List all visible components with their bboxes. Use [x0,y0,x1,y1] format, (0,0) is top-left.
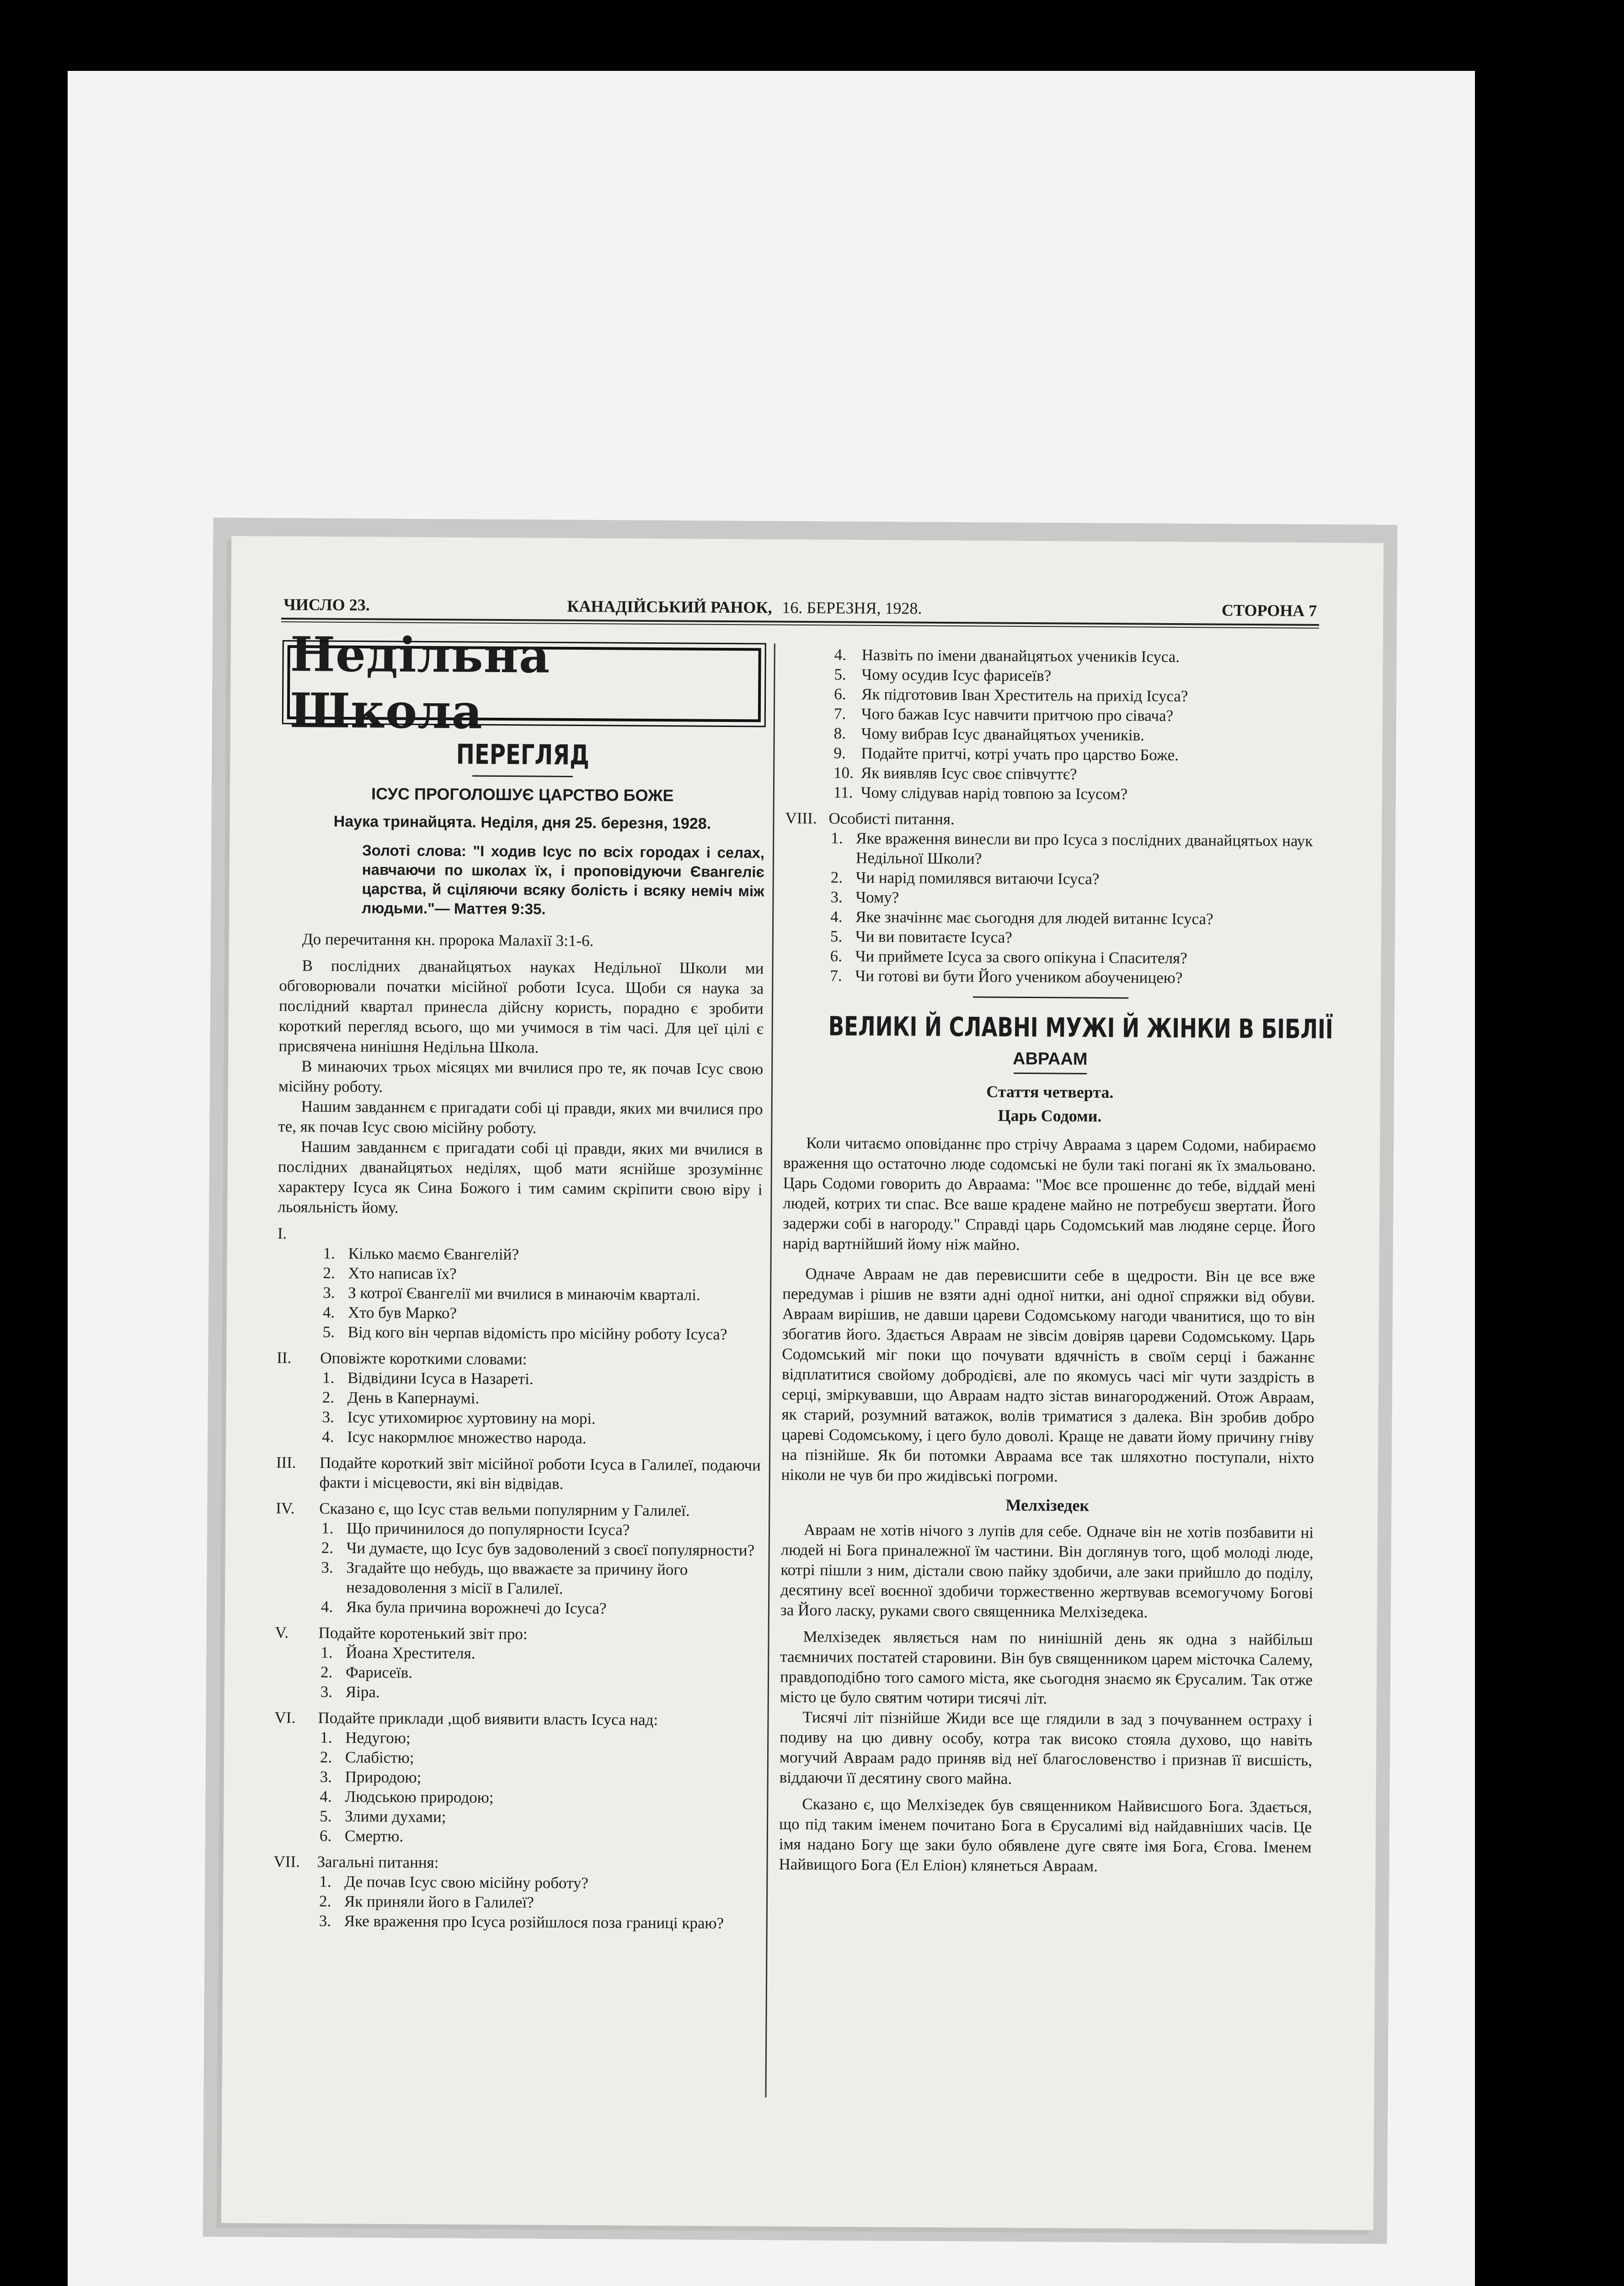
question-number: 10. [833,764,854,782]
question-text: Чому вибрав Ісус дванайцятьох учеників. [861,724,1145,744]
question-item [785,763,1318,785]
question-item [275,1662,759,1684]
question-number: 3. [322,1408,334,1426]
issue-date: 16. БЕРЕЗНЯ, 1928. [782,598,922,618]
paragraph: Тисячі літ пізнійше Жиди все ще глядили в зад з почуваннем остраху і подиву на цю дивну особу, котра так високо стояла духово, що навіть могучий Авраам радо приняв від неї благословенство і признав її висшість, віддаючи її десятину свого майна. [779,1708,1313,1788]
question-text: Згадайте що небудь, що вважаєте за причину його незадоволення з місії в Галилеї. [346,1558,688,1597]
question-text: Чого бажав Ісус навчити притчою про сівача? [861,705,1174,725]
section-heading [785,808,1318,831]
question-item [785,867,1318,890]
article-part: Стаття четверта. [986,1082,1114,1102]
question-item [274,1786,759,1809]
question-number: 2. [321,1538,334,1557]
question-text: Ісус утихомирює хуртовину на морі. [347,1408,596,1428]
question-number: 6. [834,685,846,703]
question-text: Чому слідував нарід товпою за Ісусом? [860,783,1128,803]
question-section [273,1852,759,1933]
question-text: Фарисеїв. [345,1663,413,1682]
paragraph: В минаючих трьох місяцях ми вчилися про те, як почав Ісус свою місійну роботу. [278,1057,764,1096]
section-heading [273,1852,758,1874]
section-heading [276,1453,761,1495]
question-text: Природою; [345,1768,422,1786]
question-number: 1. [322,1368,335,1387]
question-number: 1. [831,829,843,847]
question-item [276,1518,760,1540]
question-text: Яке значіннє має сьогодня для людей витаннє Ісуса? [855,908,1213,928]
question-number: 4. [321,1597,333,1616]
heading-rule [472,775,573,777]
question-text: Подайте притчі, котрі учать про царство Боже. [861,744,1179,764]
question-item [277,1263,762,1285]
continued-questions [785,645,1319,805]
section-title: Подайте приклади ,щоб виявити власть Ісуса над: [318,1709,658,1729]
question-text: Ісус накормлює множество народа. [347,1427,587,1447]
section-numeral: IV. [276,1499,295,1517]
question-item [785,926,1317,949]
question-number: 1. [321,1643,333,1661]
question-item [784,966,1317,988]
question-text: Чи приймете Ісуса за свого опікуна і Спасителя? [855,947,1187,967]
question-item [785,887,1317,910]
question-text: Недугою; [345,1728,411,1747]
lesson-line: Наука тринайцята. Неділя, дня 25. березня, 1928. [333,812,711,833]
question-text: Смертю. [344,1827,404,1845]
question-number: 3. [321,1558,333,1576]
question-text: Злими духами; [345,1807,446,1826]
question-number: 2. [323,1264,335,1282]
question-number: 1. [319,1872,331,1891]
question-number: 3. [320,1768,332,1786]
newspaper-name: КАНАДІЙСЬКИЙ РАНОК, [567,597,772,617]
page-number: СТОРОНА 7 [1221,601,1317,620]
question-number: 4. [320,1787,332,1805]
question-item [785,743,1318,766]
section-personal-questions [784,808,1318,988]
question-item [277,1367,761,1390]
section-numeral: VI. [274,1708,296,1727]
section-heading [277,1348,761,1370]
question-number: 2. [830,868,843,887]
question-text: Як підготовив Іван Хреститель на прихід Ісуса? [861,685,1188,705]
section-title-box: Недільна Школа [287,645,761,722]
question-text: Що причинилося до популярности Ісуса? [346,1519,630,1539]
section-numeral: VII. [273,1852,300,1871]
section-heading [276,1498,760,1521]
question-text: Йоана Хрестителя. [346,1643,475,1662]
question-item [786,645,1319,668]
question-number: 5. [830,927,843,945]
question-text: Чи ви повитаєте Ісуса? [855,927,1012,946]
question-text: Відвідини Ісуса в Назареті. [347,1368,534,1388]
paragraph: Нашим завданнєм є пригадати собі ці правди, яких ми вчилися про те, як почав Ісус свою місійну роботу. [278,1097,763,1137]
question-text: Яка була причина ворожнечі до Ісуса? [346,1597,607,1618]
section-title: Подайте короткий звіт місійної роботи Ісуса в Галилеї, подаючи факти і місцевости, які він відвідав. [319,1453,761,1493]
question-number: 2. [322,1388,335,1406]
question-text: Кілько маємо Євангелій? [348,1244,519,1264]
question-text: Яке враження про Ісуса розійшлося поза границі краю? [344,1912,724,1933]
question-item [277,1387,761,1410]
column-divider [765,644,775,2098]
question-text: З котрої Євангелії ми вчилися в минаючім кварталі. [348,1283,700,1304]
question-text: Людською природою; [345,1787,494,1806]
paragraph: Нашим завданнєм є пригадати собі ці правди, яких ми вчилися в послідних дванайцятьох неділях, щоб мати яснійше зрозуміннє характеру Ісуса як Сина Божого і тим самим скріпити свою віру і льояльність йому. [278,1138,763,1217]
paragraph: В послідних дванайцятьох науках Недільної Школи ми обговорювали початки місійної роботи Ісуса. Щоби ся наука за послідний квартал принесла дійсну користь, порадно є зробити короткий перегляд всього, що ми учимося в тім часі. Для цеї цілі є присвячена нинішня Недільна Школа. [278,956,764,1057]
article-divider [973,996,1128,999]
paragraph: Авраам не хотів нічого з лупів для себе. Одначе він не хотів позбавити ні людей ні Бога приналежної їм частини. Він доглянув того, щоб молоді люде, котрі пішли з ним, дістали свою пайку здобичи, але заки прийшло до поділу, десятину всеї воєнної здобичи торжественно жертвував всемогучому Богові за Його ласку, руками свого священника Мелхізедека. [780,1521,1314,1621]
question-item [275,1642,759,1665]
question-number: 4. [322,1303,335,1321]
question-item [273,1871,758,1894]
question-section [275,1623,760,1704]
subtitle-king-of-sodom: Царь Содоми. [998,1106,1102,1126]
question-text: Яіра. [345,1682,380,1701]
section-numeral: V. [275,1623,289,1642]
question-item [277,1322,762,1344]
section-numeral: II. [277,1349,292,1367]
question-item [785,946,1317,969]
question-item [278,1243,762,1266]
question-item [785,828,1318,871]
question-number: 8. [833,724,846,742]
running-header [283,595,1317,621]
section-title: Особисті питання. [828,809,955,828]
question-item [277,1302,762,1325]
question-item [785,907,1317,929]
question-section [277,1223,763,1344]
question-text: Чому осудив Ісус фарисеїв? [861,665,1052,685]
section-heading [275,1623,759,1645]
section-title: Сказано є, що Ісус став вельми популярним у Галилеї. [319,1499,690,1520]
question-item [786,684,1319,707]
question-number: 7. [833,705,846,723]
question-text: Яке враження винесли ви про Ісуса з послідних дванайцятьох наук Недільної Школи? [855,829,1313,868]
question-number: 3. [830,888,843,906]
question-number: 11. [833,783,853,801]
question-item [274,1806,759,1828]
question-item [786,704,1319,726]
question-number: 3. [319,1912,331,1930]
question-text: Як виявляв Ісус своє співчуттє? [861,764,1077,783]
question-item [274,1727,759,1750]
page-front [221,536,1384,2230]
question-number: 3. [320,1682,333,1701]
paragraph: Сказано є, що Мелхізедек був священником Найвисшого Бога. Здається, що під таким іменем почитано Бога в Єрусалимі від найдавніших часів. Це імя надано Богу ще заки було обявлене дуге святе імя Бога, Єгова. Іменем Найвищого Бога (Ел Еліон) клянеться Авраам. [779,1795,1312,1875]
question-text: Як приняли його в Галилеї? [344,1892,534,1912]
question-item [276,1538,760,1560]
article-name: АВРААМ [1012,1049,1088,1069]
lesson-subheading: ІСУС ПРОГОЛОШУЄ ЦАРСТВО БОЖЕ [371,784,674,805]
left-column [273,626,766,1933]
section-numeral: III. [276,1453,296,1472]
question-number: 1. [320,1728,332,1747]
heading-review: ПЕРЕГЛЯД [456,738,590,772]
question-text: Назвіть по імени дванайцятьох учеників Ісуса. [861,646,1180,666]
question-item [275,1682,759,1704]
subtitle-melchizedek: Мелхізедек [1005,1496,1090,1515]
question-item [274,1826,759,1848]
question-number: 2. [320,1663,333,1681]
golden-words: Золоті слова: "І ходив Ісус по всіх городах і селах, навчаючи по школах їх, і проповідуючи Євангеліє царства, й сціляючи всяку болість і всяку неміч між людьми."— Маттея 9:35. [362,842,765,918]
question-number: 4. [830,908,843,926]
name-rule [1014,1073,1087,1074]
question-section [276,1453,761,1495]
question-number: 1. [323,1244,336,1262]
question-number: 5. [322,1323,335,1341]
newspaper-page [203,518,1398,2244]
paragraph: Коли читаємо оповіданнє про стрічу Авраама з царем Содоми, набираємо враження що остаточно люде содомські не були такі погані як їх змальовано. Царь Содоми говорить до Авраама: "Моє все прошеннє до тебе, віддай мені людей, котрих ти спас. Все ваше крадене майно не потребуєш звертати. Його задержи собі в нагороду." Справді царь Содомський мав людяне серце. Його нарід вартнійший йому ніж майно. [782,1134,1316,1254]
section-title: Загальні питання: [317,1853,439,1872]
issue-number: ЧИСЛО 23. [283,595,370,614]
question-item [276,1426,761,1449]
question-text: День в Капернаумі. [347,1388,480,1407]
question-number: 3. [323,1283,335,1302]
section-heading [274,1708,759,1730]
paragraph: Одначе Авраам не дав перевисшити себе в щедрости. Він це все вже передумав і рішив не взяти адні одної нитки, ані одної спряжки від обуви. Авраам вирішив, не давши цареви Содомському нагоди чванитися, що то він збогатив його. Здається Авраам не зівсім довіряв цареви Содомському. Царь Содомський міг поки що почувати вдячність в своїм серці і бажаннє відплатитися свойому добродієві, але по якомусь часі міг чути заздрість в серці, зміркувавши, що Авраам надто зістав винагороджений. Отож Авраам, як старий, розумний ватажок, волів триматися з далека. Він зробив добро цареві Содомському, і цего було доволі. Краще не давати йому причину гніву на пізнійше. Як би потомки Авраама все так шляхотно поступали, ніхто ніколи не чув би про жидівські погроми. [781,1265,1315,1485]
question-text: Хто написав їх? [348,1264,457,1283]
question-section [275,1498,761,1619]
question-item [273,1911,758,1933]
question-number: 2. [320,1748,332,1766]
question-number: 4. [834,646,847,664]
section-numeral: VIII. [785,809,817,828]
question-number: 5. [320,1807,332,1825]
section-title: Оповіжте короткими словами: [320,1349,527,1368]
question-text: Хто був Марко? [347,1303,457,1322]
question-text: Чи нарід помилявся витаючи Ісуса? [855,868,1100,888]
right-column [779,645,1334,1878]
question-section [274,1708,759,1848]
question-number: 4. [322,1427,334,1446]
question-section [276,1348,761,1449]
question-item [786,723,1319,746]
question-item [275,1557,760,1599]
section-title: Подайте коротенький звіт про: [318,1624,528,1643]
question-item [277,1282,762,1305]
question-text: Чому? [855,888,899,907]
question-item [275,1597,760,1619]
section-numeral: I. [277,1224,287,1243]
question-number: 6. [319,1827,332,1845]
question-text: Де почав Ісус свою місійну роботу? [344,1872,589,1892]
section-heading [278,1223,762,1246]
question-number: 5. [834,665,846,684]
question-number: 7. [830,967,842,985]
reading-reference: До перечитання кн. пророка Малахії 3:1-6. [302,930,594,950]
article-title: ВЕЛИКІ Й СЛАВНІ МУЖІ Й ЖІНКИ В БІБЛІЇ [828,1010,1334,1045]
question-text: Слабістю; [345,1748,414,1767]
question-item [785,782,1318,805]
question-text: Чи готові ви бути Його учеником абоученицею? [855,967,1183,987]
question-item [276,1407,761,1429]
question-item [274,1767,759,1789]
question-number: 2. [319,1892,331,1910]
question-item [274,1747,759,1769]
question-sections [273,1223,762,1933]
question-number: 6. [830,947,843,965]
question-item [273,1891,758,1913]
paragraph: Мелхізедек являється нам по нинішній день як одна з найбільш таємничих постатей старовини. Він був священником царем місточка Салему, правдоподібно того самого міста, яке сьогодня знаємо як Єрусалим. Так отже місто це було святим чотири тисячі літ. [780,1628,1313,1708]
question-text: Від кого він черпав відомість про місійну роботу Ісуса? [347,1323,727,1344]
question-number: 1. [321,1519,334,1537]
question-text: Чи думаєте, що Ісус був задоволений з своєї популярности? [346,1538,755,1560]
question-item [786,664,1319,687]
question-number: 9. [833,744,846,762]
